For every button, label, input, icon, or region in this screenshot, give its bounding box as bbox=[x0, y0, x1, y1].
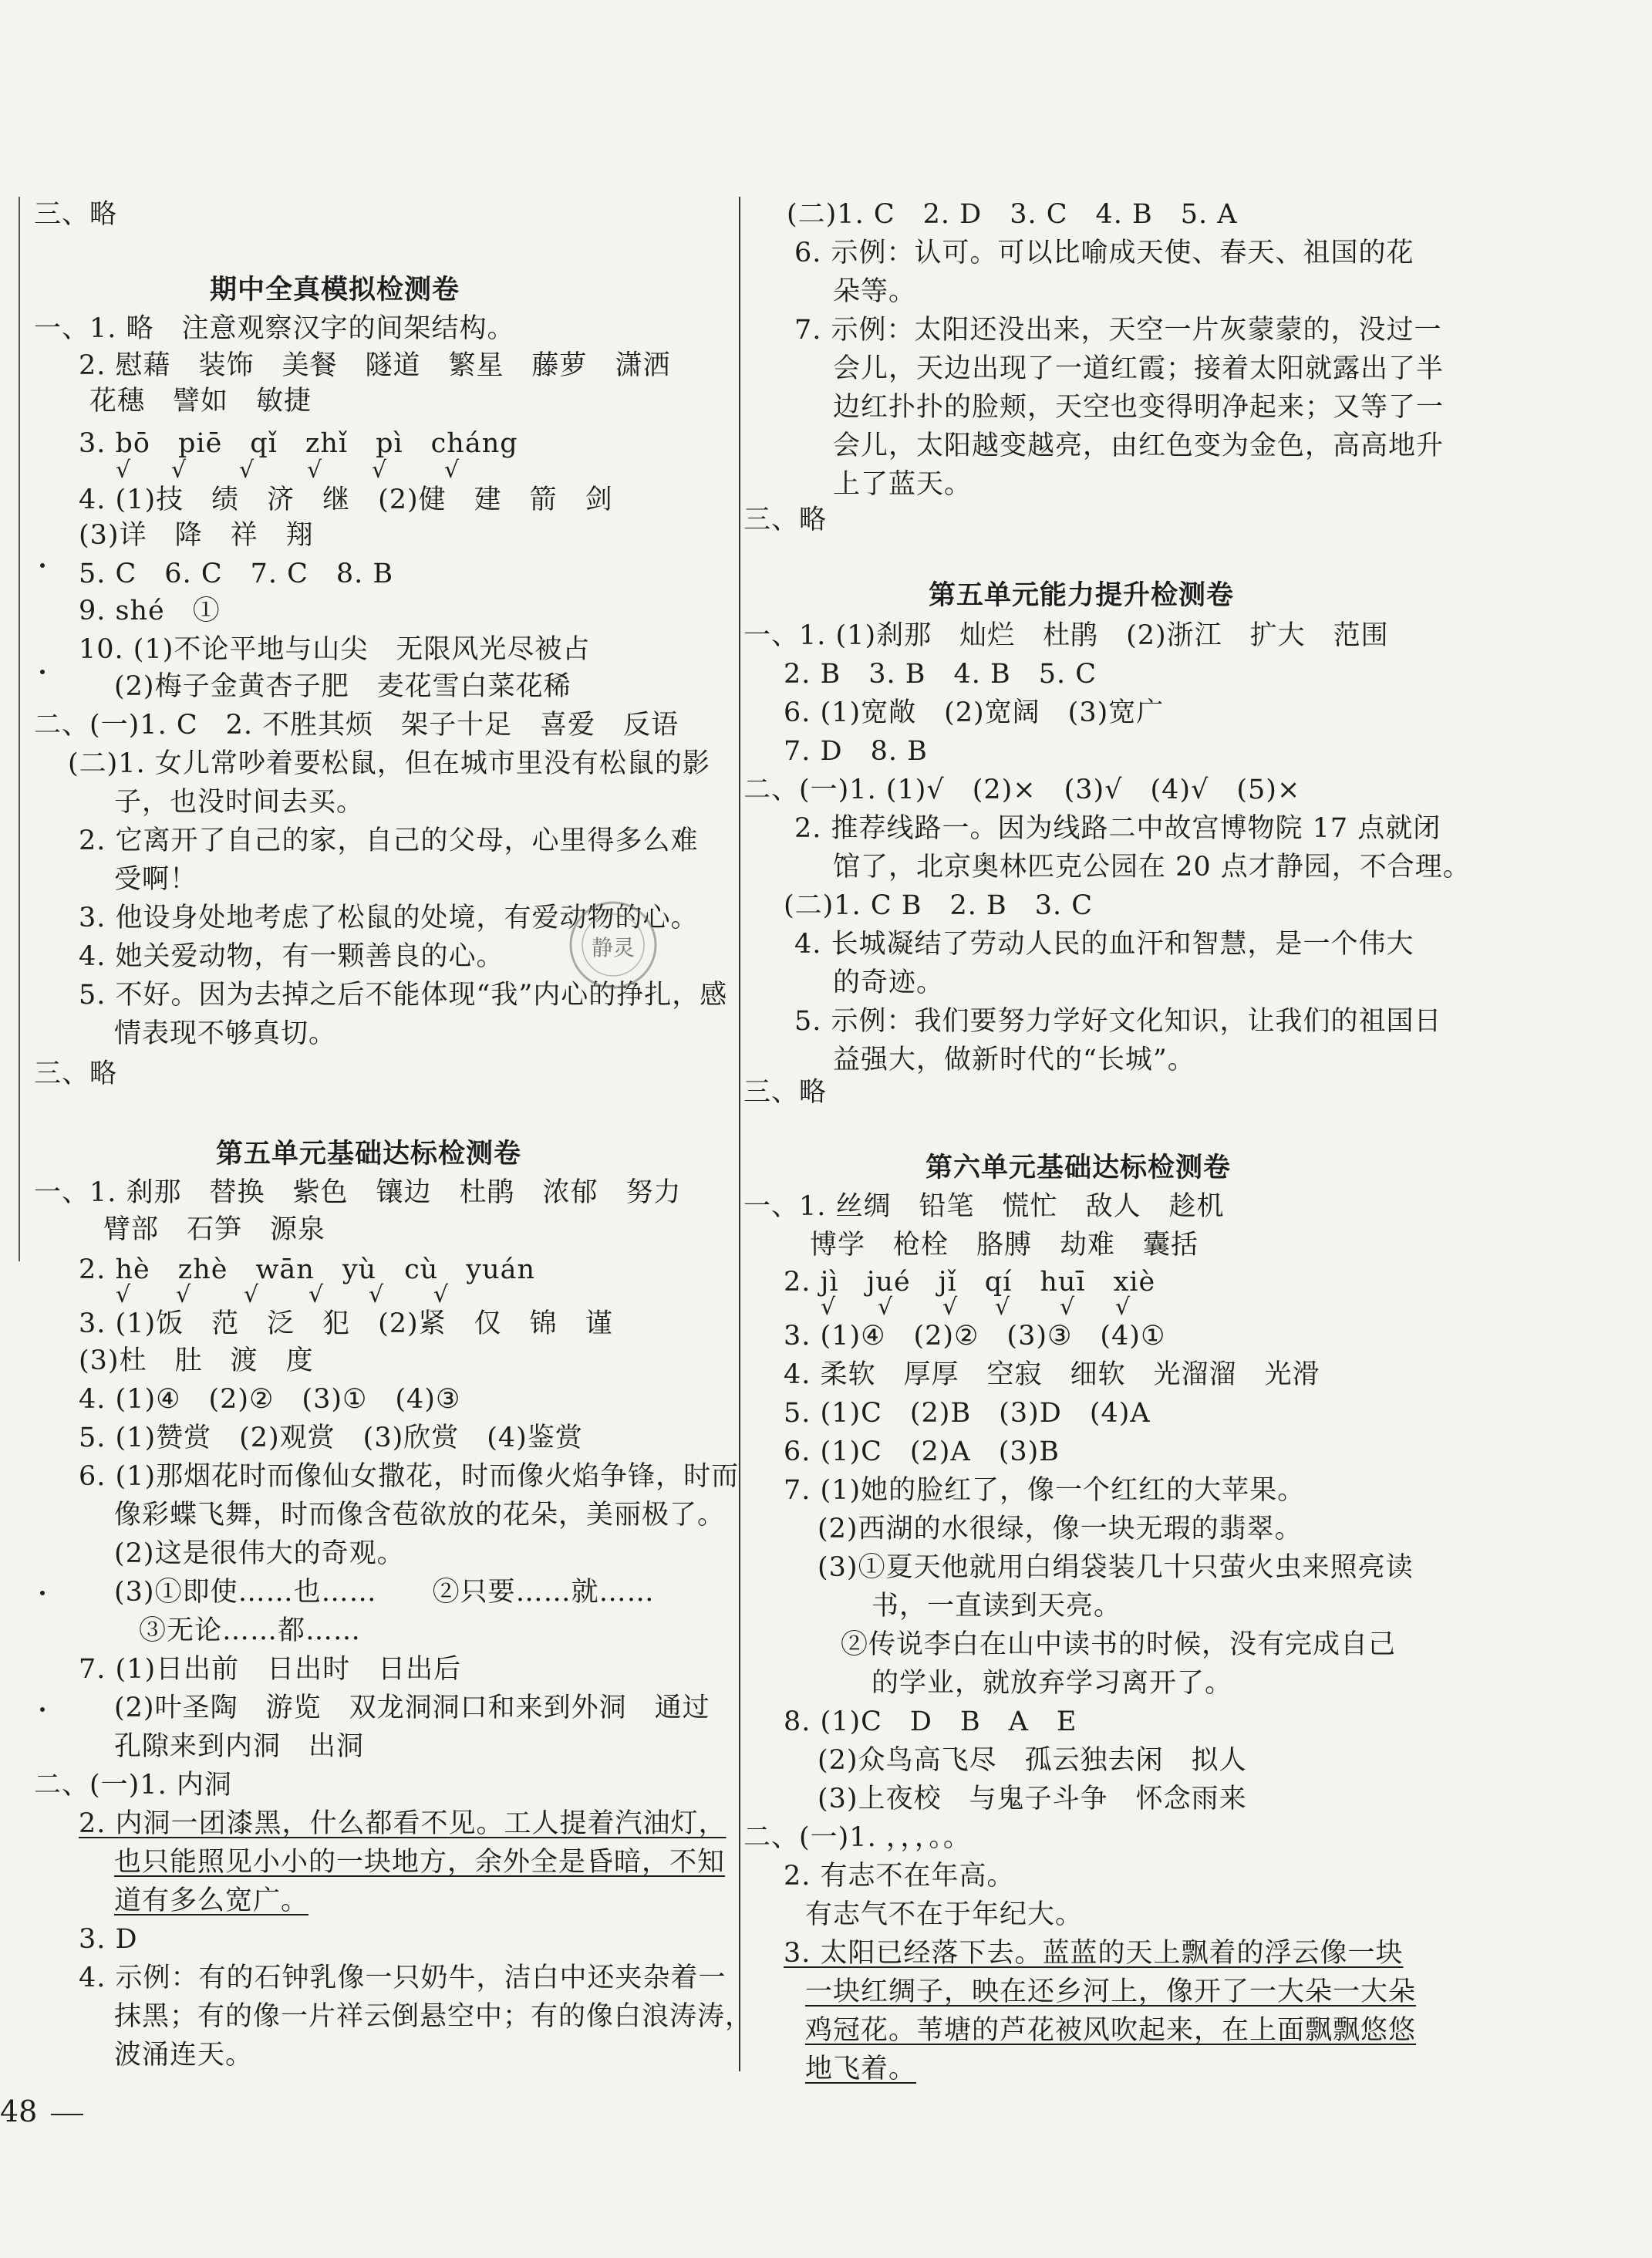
tone-check: √ bbox=[372, 457, 387, 484]
answer-line: 书，一直读到天亮。 bbox=[872, 1591, 1122, 1622]
answer-line: 2. jì jué jǐ qí huī xiè bbox=[784, 1267, 1156, 1298]
answer-line: 一、1. 刹那 替换 紫色 镶边 杜鹃 浓郁 努力 bbox=[34, 1177, 682, 1208]
answer-line: 3. (1)饭 范 泛 犯 (2)紧 仅 锦 谨 bbox=[79, 1308, 613, 1339]
answer-line: 抹黑；有的像一片祥云倒悬空中；有的像白浪涛涛， bbox=[114, 2001, 754, 2032]
answer-line: 5. 示例：我们要努力学好文化知识，让我们的祖国日 bbox=[794, 1006, 1442, 1037]
column-divider bbox=[739, 197, 740, 2071]
answer-line: 馆了，北京奥林匹克公园在 20 点才静园，不合理。 bbox=[833, 852, 1471, 883]
tone-check: √ bbox=[176, 1281, 191, 1308]
section-title-unit5-advanced: 第五单元能力提升检测卷 bbox=[929, 579, 1235, 611]
answer-line: (二)1. 女儿常吵着要松鼠，但在城市里没有松鼠的影 bbox=[68, 748, 710, 779]
section-title-unit6-basic: 第六单元基础达标检测卷 bbox=[925, 1152, 1232, 1183]
tone-check: √ bbox=[239, 457, 255, 484]
answer-line: 2. hè zhè wān yù cù yuán bbox=[79, 1254, 536, 1285]
answer-line: 受啊！ bbox=[114, 864, 198, 895]
answer-line: 4. (1)技 绩 济 继 (2)健 建 箭 剑 bbox=[79, 484, 613, 515]
answer-line: 4. 柔软 厚厚 空寂 细软 光溜溜 光滑 bbox=[784, 1359, 1320, 1390]
answer-line: 4. 她关爱动物，有一颗善良的心。 bbox=[79, 941, 504, 972]
tone-check: √ bbox=[171, 457, 187, 484]
answer-line: 博学 枪栓 胳膊 劫难 囊括 bbox=[810, 1230, 1199, 1261]
answer-line: 6. (1)那烟花时而像仙女撒花，时而像火焰争锋，时而 bbox=[79, 1461, 740, 1492]
tone-check: √ bbox=[995, 1294, 1010, 1321]
page-number: 48 bbox=[0, 2094, 38, 2128]
answer-line: 7. (1)她的脸红了，像一个红红的大苹果。 bbox=[784, 1475, 1306, 1506]
answer-line: 5. C 6. C 7. C 8. B bbox=[79, 559, 394, 589]
answer-line: 4. 示例：有的石钟乳像一只奶牛，洁白中还夹杂着一 bbox=[79, 1963, 727, 1993]
margin-dot bbox=[40, 1591, 45, 1595]
answer-line: 边红扑扑的脸颊，天空也变得明净起来；又等了一 bbox=[833, 392, 1445, 423]
answer-line: 的学业，就放弃学习离开了。 bbox=[872, 1668, 1233, 1699]
answer-line: 臂部 石笋 源泉 bbox=[103, 1214, 326, 1245]
answer-line: 三、略 bbox=[743, 1077, 828, 1108]
answer-line: 3. D bbox=[79, 1924, 138, 1955]
answer-line: 一、1. (1)刹那 灿烂 杜鹃 (2)浙江 扩大 范围 bbox=[743, 620, 1389, 651]
answer-line: 3. 他设身处地考虑了松鼠的处境，有爱动物的心。 bbox=[79, 903, 699, 933]
tone-check: √ bbox=[244, 1281, 259, 1308]
answer-line: 5. (1)C (2)B (3)D (4)A bbox=[784, 1398, 1151, 1429]
answer-line: 3. (1)④ (2)② (3)③ (4)① bbox=[784, 1321, 1166, 1352]
tone-check: √ bbox=[1115, 1294, 1131, 1321]
answer-line: 2. 推荐线路一。因为线路二中故宫博物院 17 点就闭 bbox=[794, 813, 1441, 844]
answer-line: 有志气不在于年纪大。 bbox=[805, 1899, 1084, 1930]
answer-line: 2. B 3. B 4. B 5. C bbox=[784, 659, 1097, 690]
answer-line: 3. bō piē qǐ zhǐ pì cháng bbox=[79, 428, 518, 459]
answer-line: 三、略 bbox=[743, 505, 828, 535]
answer-line: (3)详 降 祥 翔 bbox=[79, 520, 314, 551]
answer-line: (2)西湖的水很绿，像一块无瑕的翡翠。 bbox=[818, 1514, 1303, 1544]
answer-line: 一、1. 略 注意观察汉字的间架结构。 bbox=[34, 313, 515, 344]
answer-line: 上了蓝天。 bbox=[833, 469, 973, 500]
answer-line: 6. (1)宽敞 (2)宽阔 (3)宽广 bbox=[784, 697, 1165, 728]
left-margin-rule bbox=[19, 197, 20, 1261]
answer-line: (3)杜 肚 渡 度 bbox=[79, 1345, 314, 1376]
answer-line: (二)1. C B 2. B 3. C bbox=[784, 890, 1093, 921]
answer-line: 子，也没时间去买。 bbox=[114, 787, 365, 818]
answer-line: 6. (1)C (2)A (3)B bbox=[784, 1436, 1060, 1467]
answer-line: 益强大，做新时代的“长城”。 bbox=[833, 1045, 1195, 1075]
tone-check: √ bbox=[308, 1281, 324, 1308]
tone-check: √ bbox=[116, 1281, 131, 1308]
answer-line-underlined: 一块红绸子，映在还乡河上，像开了一大朵一大朵 bbox=[805, 1976, 1417, 2007]
answer-line: 波涌连天。 bbox=[114, 2040, 254, 2071]
answer-line-underlined: 鸡冠花。苇塘的芦花被风吹起来，在上面飘飘悠悠 bbox=[805, 2015, 1417, 2046]
answer-line: (2)叶圣陶 游览 双龙洞洞口和来到外洞 通过 bbox=[114, 1693, 710, 1723]
answer-line: 朵等。 bbox=[833, 276, 917, 307]
answer-line: (3)上夜校 与鬼子斗争 怀念雨来 bbox=[818, 1784, 1247, 1814]
answer-line: (二)1. C 2. D 3. C 4. B 5. A bbox=[787, 199, 1238, 230]
section-title-unit5-basic: 第五单元基础达标检测卷 bbox=[216, 1138, 522, 1170]
answer-line-underlined: 3. 太阳已经落下去。蓝蓝的天上飘着的浮云像一块 bbox=[784, 1938, 1404, 1969]
answer-line: 二、(一)1. (1)√ (2)× (3)√ (4)√ (5)× bbox=[743, 775, 1301, 805]
answer-line: 的奇迹。 bbox=[833, 967, 945, 998]
answer-line: 4. (1)④ (2)② (3)① (4)③ bbox=[79, 1384, 461, 1415]
answer-line: (3)①即使……也…… ②只要……就…… bbox=[114, 1577, 655, 1608]
answer-line: (2)梅子金黄杏子肥 麦花雪白菜花稀 bbox=[114, 671, 571, 702]
answer-line: 10. (1)不论平地与山尖 无限风光尽被占 bbox=[79, 634, 591, 665]
tone-check: √ bbox=[433, 1281, 449, 1308]
answer-line: 2. 它离开了自己的家，自己的父母，心里得多么难 bbox=[79, 825, 699, 856]
margin-dot bbox=[40, 563, 45, 568]
answer-line: 三、略 bbox=[34, 199, 118, 230]
answer-line: 8. (1)C D B A E bbox=[784, 1706, 1077, 1737]
tone-check: √ bbox=[1060, 1294, 1075, 1321]
tone-check: √ bbox=[307, 457, 322, 484]
answer-line-underlined: 也只能照见小小的一块地方，余外全是昏暗，不知 bbox=[114, 1847, 726, 1878]
answer-line: 像彩蝶飞舞，时而像含苞欲放的花朵，美丽极了。 bbox=[114, 1500, 726, 1531]
answer-line: 会儿，太阳越变越亮，由红色变为金色，高高地升 bbox=[833, 430, 1445, 461]
answer-line: 2. 有志不在年高。 bbox=[784, 1861, 1015, 1892]
margin-dot bbox=[40, 1707, 45, 1712]
answer-line: 9. shé ① bbox=[79, 596, 221, 626]
answer-line: 5. 不好。因为去掉之后不能体现“我”内心的挣扎，感 bbox=[79, 980, 728, 1011]
answer-line: 7. 示例：太阳还没出来，天空一片灰蒙蒙的，没过一 bbox=[794, 315, 1442, 346]
answer-line: 二、(一)1. C 2. 不胜其烦 架子十足 喜爱 反语 bbox=[34, 710, 679, 741]
answer-line: ②传说李白在山中读书的时候，没有完成自己 bbox=[841, 1629, 1397, 1660]
tone-check: √ bbox=[369, 1281, 384, 1308]
answer-line: 5. (1)赞赏 (2)观赏 (3)欣赏 (4)鉴赏 bbox=[79, 1423, 583, 1453]
tone-check: √ bbox=[878, 1294, 893, 1321]
answer-line: 花穗 譬如 敏捷 bbox=[89, 386, 312, 417]
answer-line: 6. 示例：认可。可以比喻成天使、春天、祖国的花 bbox=[794, 238, 1414, 268]
answer-line: 7. D 8. B bbox=[784, 736, 928, 767]
tone-check: √ bbox=[444, 457, 460, 484]
answer-line: 一、1. 丝绸 铅笔 慌忙 敌人 趁机 bbox=[743, 1191, 1225, 1222]
answer-line: 会儿，天边出现了一道红霞；接着太阳就露出了半 bbox=[833, 353, 1445, 384]
answer-line: 三、略 bbox=[34, 1058, 118, 1089]
answer-line: 情表现不够真切。 bbox=[114, 1018, 337, 1049]
answer-line: 二、(一)1. 内洞 bbox=[34, 1770, 232, 1801]
answer-line-underlined: 地飞着。 bbox=[805, 2054, 917, 2084]
stamp-text: 静灵 bbox=[591, 935, 636, 960]
tone-check: √ bbox=[942, 1294, 958, 1321]
answer-line: ③无论……都…… bbox=[139, 1615, 362, 1646]
answer-line-underlined: 道有多么宽广。 bbox=[114, 1885, 309, 1916]
tone-check: √ bbox=[116, 457, 131, 484]
answer-line: (2)众鸟高飞尽 孤云独去闲 拟人 bbox=[818, 1745, 1247, 1776]
answer-line: 孔隙来到内洞 出洞 bbox=[114, 1731, 365, 1762]
answer-line: (2)这是很伟大的奇观。 bbox=[114, 1538, 405, 1569]
answer-line: 7. (1)日出前 日出时 日出后 bbox=[79, 1654, 462, 1685]
page-number-dash bbox=[51, 2114, 83, 2115]
answer-line: 2. 慰藉 装饰 美餐 隧道 繁星 藤萝 潇洒 bbox=[79, 350, 671, 381]
answer-line-underlined: 2. 内洞一团漆黑，什么都看不见。工人提着汽油灯， bbox=[79, 1808, 727, 1839]
stamp-mark bbox=[563, 895, 663, 995]
answer-line: 二、(一)1. ，，，。。 bbox=[743, 1822, 971, 1853]
answer-line: (3)①夏天他就用白绢袋装几十只萤火虫来照亮读 bbox=[818, 1552, 1414, 1583]
tone-check: √ bbox=[821, 1294, 836, 1321]
section-title-midterm: 期中全真模拟检测卷 bbox=[210, 274, 460, 305]
margin-dot bbox=[40, 670, 45, 674]
answer-line: 4. 长城凝结了劳动人民的血汗和智慧，是一个伟大 bbox=[794, 929, 1414, 960]
